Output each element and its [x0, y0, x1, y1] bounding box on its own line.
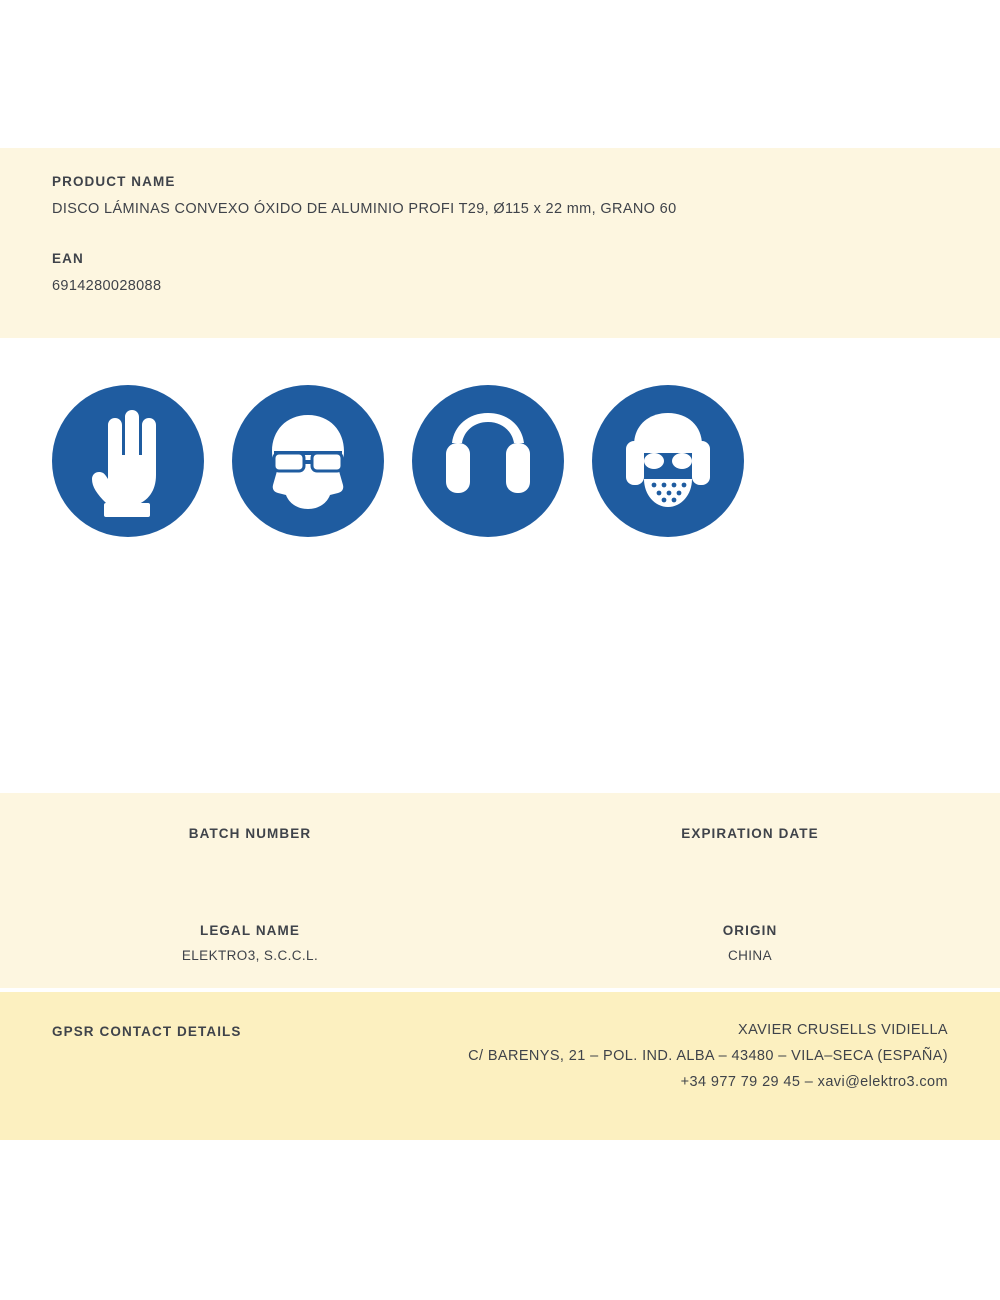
batch-expiration-row	[0, 793, 1000, 867]
origin-value: CHINA	[727, 948, 772, 963]
legal-name-value: ELEKTRO3, S.C.C.L.	[181, 948, 319, 963]
product-name-value: DISCO LÁMINAS CONVEXO ÓXIDO DE ALUMINIO PROFI T29, Ø115 x 22 mm, GRANO 60	[52, 201, 677, 217]
batch-number-value	[0, 851, 500, 867]
ean-label: EAN	[52, 251, 84, 266]
origin-label: ORIGIN	[722, 923, 778, 938]
expiration-date-label: EXPIRATION DATE	[681, 826, 819, 841]
wear-respiratory-protection-icon	[592, 385, 744, 537]
origin-cell	[500, 923, 1000, 964]
field-spacer	[52, 217, 948, 251]
gpsr-contact-person: XAVIER CRUSELLS VIDIELLA	[738, 1022, 948, 1038]
expiration-date-value	[500, 851, 1000, 867]
legal-origin-row	[0, 867, 1000, 964]
gpsr-contact-label: GPSR CONTACT DETAILS	[52, 1024, 242, 1039]
legal-name-label: LEGAL NAME	[199, 923, 300, 938]
wear-protective-gloves-icon	[52, 385, 204, 537]
wear-ear-protection-icon	[412, 385, 564, 537]
batch-number-cell	[0, 826, 500, 867]
gpsr-contact-phone-email: +34 977 79 29 45 – xavi@elektro3.com	[680, 1074, 948, 1090]
product-name-label: PRODUCT NAME	[52, 174, 176, 189]
gpsr-contact-address: C/ BARENYS, 21 – POL. IND. ALBA – 43480 – VILA–SECA (ESPAÑA)	[468, 1048, 948, 1064]
batch-number-label: BATCH NUMBER	[188, 826, 312, 841]
gpsr-contact-band	[0, 992, 1000, 1140]
ean-value: 6914280028088	[52, 278, 162, 294]
batch-origin-band	[0, 793, 1000, 988]
safety-pictogram-row	[52, 385, 952, 537]
product-info-band	[0, 148, 1000, 338]
expiration-date-cell	[500, 826, 1000, 867]
wear-eye-protection-icon	[232, 385, 384, 537]
legal-name-cell	[0, 923, 500, 964]
gpsr-contact-lines	[468, 1022, 948, 1090]
